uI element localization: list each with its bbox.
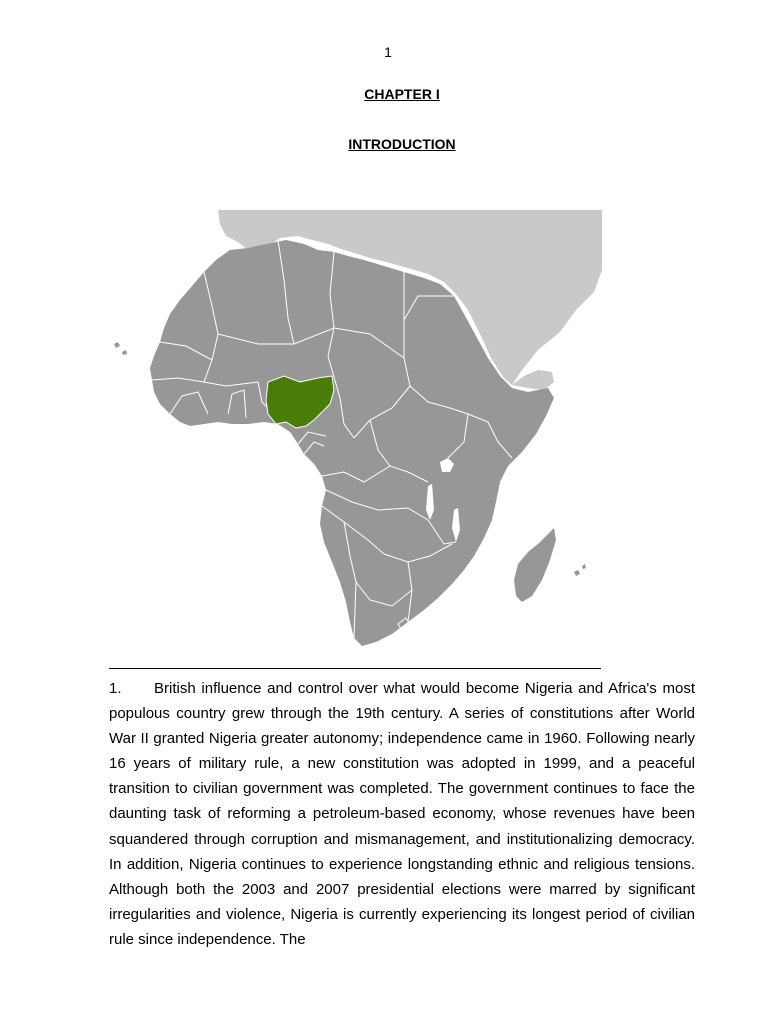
africa-map-figure: [108, 210, 602, 655]
paragraph-number: 1.: [109, 680, 122, 697]
africa-map: [108, 210, 602, 655]
chapter-heading: CHAPTER I: [364, 86, 440, 102]
paragraph-1: [109, 676, 695, 952]
section-heading: INTRODUCTION: [348, 136, 456, 152]
separator-rule: [109, 668, 601, 669]
paragraph-text: British influence and control over what would become Nigeria and Africa's most populous country grew through the 19th century. A series of constitutions after World War II granted Nigeria greater autonomy; independence came in 1960. Following nearly 16 years of military rule, a new constitution was adopted in 1999, and a peaceful transition to civilian government was completed. The government continues to face the daunting task of reforming a petroleum-based economy, whose revenues have been squandered through corruption and mismanagement, and institutionalizing democracy. In addition, Nigeria continues to experience longstanding ethnic and religious tensions. Although both the 2003 and 2007 presidential elections were marred by significant irregularities and violence, Nigeria is currently experiencing its longest period of civilian rule since independence. The: [109, 680, 695, 948]
page-number: 1: [384, 44, 392, 60]
